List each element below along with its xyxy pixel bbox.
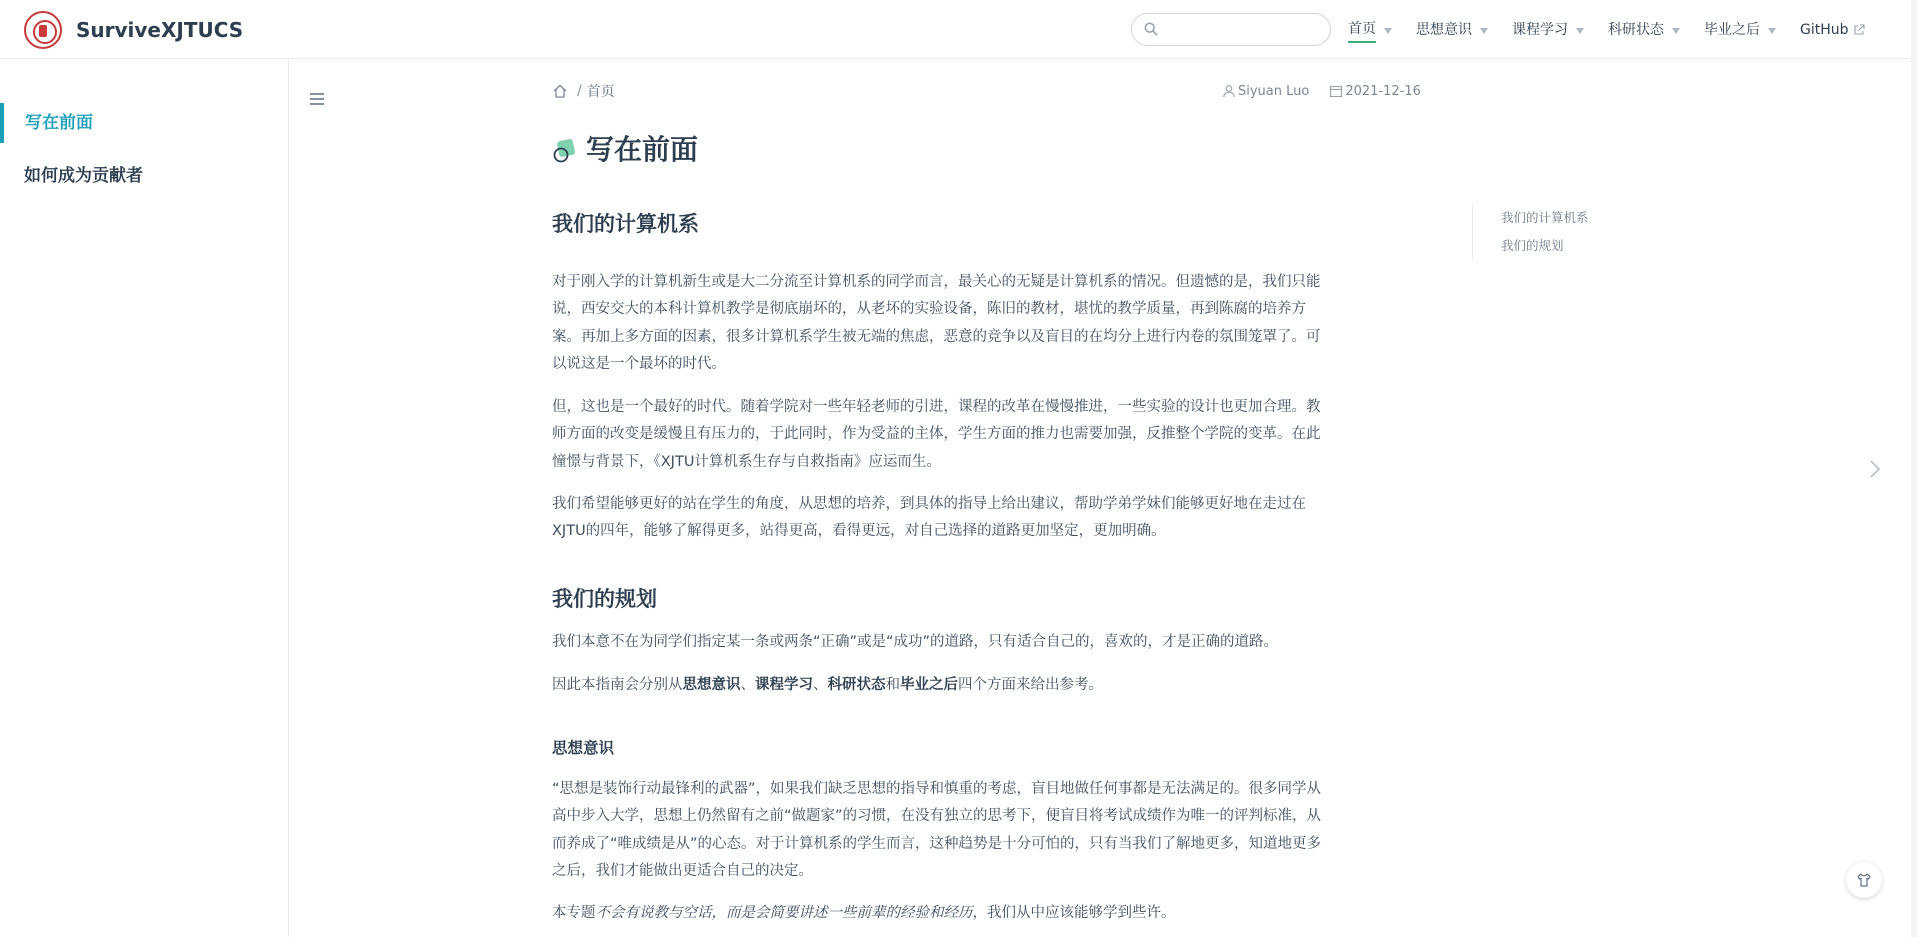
paragraph-6 [552, 776, 1402, 885]
subsection-heading-mindset: 思想意识 [552, 739, 615, 757]
caret-down-icon [1480, 28, 1488, 34]
nav-item-label: 课程学习 [1512, 22, 1568, 38]
paragraph-line: 我们本意不在为同学们指定某一条或两条“正确”或是“成功”的道路，只有适合自己的，喜欢的，才是正确的道路。 [552, 634, 1279, 650]
paragraph-line: XJTU的四年，能够了解得更多，站得更高，看得更远，对自己选择的道路更加坚定，更加明确。 [552, 523, 1166, 540]
bold-text: 思想意识 [682, 677, 741, 693]
paragraph-2 [552, 394, 1402, 476]
page-title-wrap [552, 132, 698, 168]
menu-icon[interactable] [309, 92, 325, 106]
nav-links [1348, 18, 1865, 42]
theme-button[interactable] [1846, 862, 1882, 898]
paragraph-line: 师方面的改变是缓慢且有压力的，于此同时，作为受益的主体，学生方面的推力也需要加强，反推整个学院的变革。在此 [552, 426, 1321, 443]
paragraph-7 [552, 900, 1402, 927]
nav-item-label: GitHub [1800, 22, 1849, 38]
bold-text: 课程学习 [755, 677, 813, 693]
nav-item-home[interactable] [1348, 17, 1392, 43]
text: 四个方面来给出参考。 [958, 677, 1103, 693]
external-link-icon [1853, 24, 1865, 36]
nav-item-label: 思想意识 [1416, 22, 1472, 38]
calendar-icon [1329, 84, 1343, 98]
nav-item-label: 科研状态 [1608, 22, 1664, 38]
toc-item-cs-dept[interactable]: 我们的计算机系 [1501, 210, 1589, 225]
paragraph-5 [552, 672, 1402, 699]
breadcrumb [552, 80, 615, 102]
paragraph-line: 说，西安交大的本科计算机教学是彻底崩坏的，从老坏的实验设备，陈旧的教材，堪忧的教学质量，再到陈腐的培养方 [552, 301, 1306, 318]
logo-icon[interactable] [24, 11, 62, 49]
paragraph-1 [552, 269, 1402, 378]
paragraph-3 [552, 491, 1402, 546]
paragraph-line: “思想是装饰行动最锋利的武器”，如果我们缺乏思想的指导和慎重的考虑，盲目地做任何事都是无法满足的。很多同学从 [552, 781, 1322, 797]
page-title: 写在前面 [586, 133, 699, 166]
search-input[interactable] [1166, 20, 1316, 40]
nav-item-research[interactable] [1608, 18, 1680, 42]
bold-text: 科研状态 [827, 677, 886, 693]
paragraph-line [552, 672, 1402, 699]
nav-item-label: 首页 [1348, 17, 1376, 43]
paragraph-line: 高中步入大学，思想上仍然留有之前“做题家”的习惯，在没有独立的思考下，便盲目将考试成绩作为唯一的评判标准，从 [552, 808, 1322, 825]
page-icon [552, 136, 576, 164]
paragraph-line: 但，这也是一个最好的时代。随着学院对一些年轻老师的引进，课程的改革在慢慢推进，一些实验的设计也更加合理。教 [552, 399, 1321, 415]
section-heading-cs-dept: 我们的计算机系 [552, 212, 699, 236]
section-heading-plan: 我们的规划 [552, 587, 657, 611]
sidebar [0, 59, 289, 937]
nav-item-after-graduation[interactable] [1704, 18, 1776, 42]
toc-item-plan[interactable]: 我们的规划 [1501, 238, 1564, 253]
home-icon[interactable] [552, 83, 568, 99]
paragraph-line: 以说这是一个最坏的时代。 [552, 355, 726, 372]
publish-date: 2021-12-16 [1345, 83, 1421, 99]
chevron-right-icon[interactable] [1867, 458, 1883, 480]
caret-down-icon [1384, 28, 1392, 34]
paragraph-line: 案。再加上多方面的因素，很多计算机系学生被无端的焦虑，恶意的竞争以及盲目的在均分上进行内卷的氛围笼罩了。可 [552, 328, 1321, 345]
paragraph-line: 之后，我们才能做出更适合自己的决定。 [552, 862, 813, 879]
search-box[interactable] [1131, 13, 1331, 46]
search-icon [1144, 22, 1158, 36]
text: 、 [740, 677, 755, 693]
navbar [0, 0, 1917, 59]
nav-item-github[interactable] [1800, 18, 1865, 42]
text: 和 [885, 677, 900, 693]
user-icon [1222, 84, 1236, 98]
sidebar-item-contributor[interactable]: 如何成为贡献者 [24, 166, 143, 186]
nav-item-courses[interactable] [1512, 18, 1584, 42]
caret-down-icon [1672, 28, 1680, 34]
paragraph-line [552, 900, 1402, 927]
caret-down-icon [1576, 28, 1584, 34]
text: ，我们从中应该能够学到些许。 [972, 905, 1176, 921]
paragraph-4 [552, 629, 1402, 656]
sidebar-item-intro[interactable]: 写在前面 [0, 103, 288, 143]
text: 、 [813, 677, 828, 693]
nav-item-mindset[interactable] [1416, 18, 1488, 42]
caret-down-icon [1768, 28, 1776, 34]
text: 本专题 [552, 905, 596, 921]
scrollbar[interactable] [1911, 0, 1917, 937]
paragraph-line: 对于刚入学的计算机新生或是大二分流至计算机系的同学而言，最关心的无疑是计算机系的情况。但遗憾的是，我们只能 [552, 274, 1321, 290]
italic-text: 不会有说教与空话，而是会简要讲述一些前辈的经验和经历 [595, 905, 973, 921]
paragraph-line: 我们希望能够更好的站在学生的角度，从思想的培养，到具体的指导上给出建议，帮助学弟学妹们能够更好地在走过在 [552, 496, 1306, 512]
page-meta [1222, 80, 1421, 102]
shirt-icon [1856, 872, 1872, 888]
table-of-contents [1472, 204, 1652, 260]
text: 因此本指南会分别从 [552, 677, 683, 693]
breadcrumb-current[interactable]: 首页 [586, 84, 615, 100]
breadcrumb-separator: / [577, 83, 582, 99]
paragraph-line: 憧憬与背景下，《XJTU计算机系生存与自救指南》应运而生。 [552, 453, 941, 470]
author-name: Siyuan Luo [1238, 83, 1310, 99]
nav-item-label: 毕业之后 [1704, 22, 1760, 38]
bold-text: 毕业之后 [900, 677, 958, 693]
site-title[interactable]: SurviveXJTUCS [76, 18, 244, 42]
paragraph-line: 而养成了“唯成绩是从”的心态。对于计算机系的学生而言，这种趋势是十分可怕的，只有当我们了解地更多，知道地更多 [552, 835, 1322, 852]
